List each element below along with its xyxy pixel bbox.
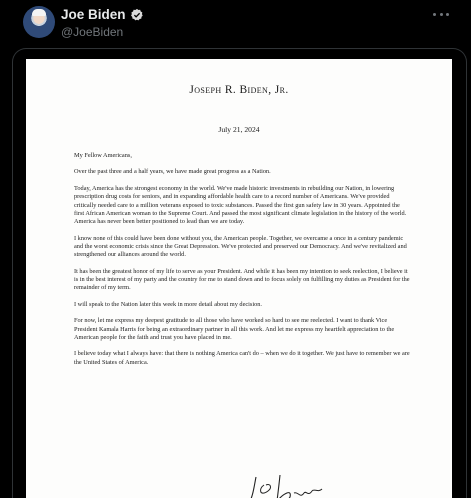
more-dot	[433, 13, 436, 16]
letter-body	[74, 152, 410, 375]
paragraph: I know none of this could have been done without you, the American people. Together, we overcame a once in a century pandemic and the worst economic crisis since the Great Depression. We've protected and preserved our Democracy. And we've revitalized and strengthened our alliances around the world.	[74, 234, 407, 259]
author-handle[interactable]: @JoeBiden	[61, 25, 124, 39]
letter-date: July 21, 2024	[218, 125, 260, 134]
paragraph: It has been the greatest honor of my life to serve as your President. And while it has been my intention to seek reelection, I believe it is in the best interest of my party and the country for me to stand down and to focus solely on fulfilling my duties as President for the remainder of my term.	[74, 267, 410, 292]
letterhead-text: Joseph R. Biden, Jr.	[189, 84, 289, 96]
letter-image	[26, 59, 452, 498]
paragraph: I believe today what I always have: that there is nothing America can't do – when we do it together. We just have to remember we are the United States of America.	[74, 350, 410, 366]
paragraph: Today, America has the strongest economy in the world. We've made historic investments in rebuilding our Nation, in lowering prescription drug costs for seniors, and in expanding affordable health care to a record number of Americans. We've provided critically needed care to a million veterans exposed to toxic substances. Passed the first gun safety law in 30 years. Appointed the first African American woman to the Supreme Court. And passed the most significant climate legislation in the history of the world. America has never been better positioned to lead than we are today.	[74, 184, 407, 226]
paragraph: Over the past three and a half years, we have made great progress as a Nation.	[74, 168, 271, 176]
avatar[interactable]	[23, 6, 55, 38]
author-display-name[interactable]: Joe Biden	[61, 7, 126, 22]
author-name-row[interactable]	[61, 7, 144, 23]
avatar-hair	[32, 9, 46, 16]
more-options-icon[interactable]	[433, 10, 449, 18]
more-dot	[440, 13, 443, 16]
verified-badge-icon	[130, 8, 144, 22]
post-media[interactable]	[12, 48, 467, 498]
more-dot	[446, 13, 449, 16]
salutation: My Fellow Americans,	[74, 152, 132, 159]
paragraph: I will speak to the Nation later this week in more detail about my decision.	[74, 300, 262, 308]
handwritten-signature-icon	[244, 471, 324, 498]
letterhead	[26, 84, 452, 96]
post-header	[0, 0, 471, 52]
paragraph: For now, let me express my deepest gratitude to all those who have worked so hard to see me reelected. I want to thank Vice President Kamala Harris for being an extraordinary partner in all this work. And let me express my heartfelt appreciation to the American people for the faith and trust you have placed in me.	[74, 317, 395, 341]
